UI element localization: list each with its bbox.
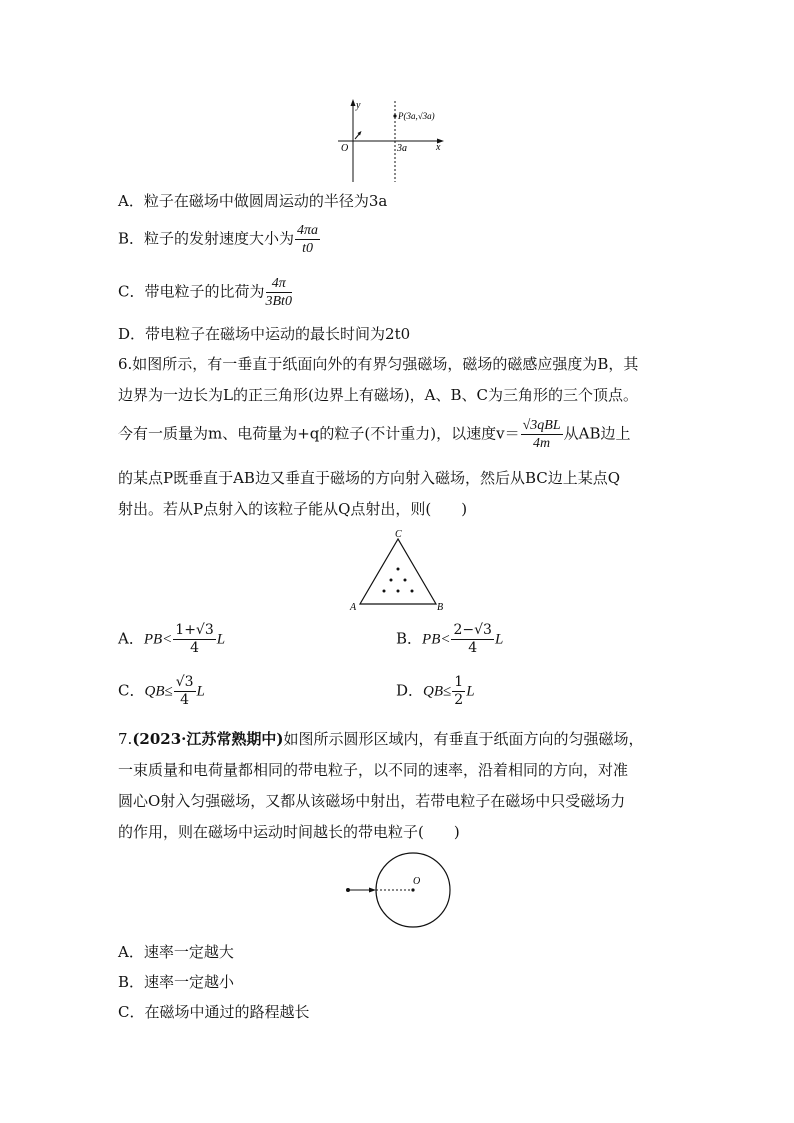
fraction-numerator: 2−√3	[453, 622, 492, 638]
fraction-numerator: 4πa	[297, 223, 319, 238]
q7-option-a	[118, 941, 234, 963]
field-dot	[390, 579, 393, 582]
q5-option-c	[118, 275, 293, 315]
fraction	[266, 275, 292, 310]
fraction-numerator: 1+√3	[175, 622, 214, 638]
q7-stem-line-1	[118, 728, 644, 750]
option-label: D．	[118, 325, 146, 343]
q6-option-b	[396, 622, 503, 666]
fraction-numerator: √3	[175, 674, 194, 690]
option-label: A．	[118, 629, 144, 648]
option-label: D．	[396, 681, 424, 700]
label-x: x	[436, 142, 441, 153]
fraction-denominator: 4m	[533, 436, 551, 451]
q7-option-c	[118, 1001, 310, 1023]
option-text: 带电粒子在磁场中运动的最长时间为2t0	[145, 325, 411, 343]
option-text: PB<	[143, 631, 173, 648]
fraction	[173, 622, 215, 657]
q6-option-c	[118, 674, 205, 718]
q7-stem-line-4: 的作用，则在磁场中运动时间越长的带电粒子( )	[118, 823, 460, 841]
label-o: O	[341, 143, 349, 154]
q6-stem-line-1: 6.如图所示，有一垂直于纸面向外的有界匀强磁场，磁场的磁感应强度为B，其	[118, 355, 639, 373]
fraction-denominator: 2	[454, 692, 464, 708]
field-dot	[411, 590, 414, 593]
option-label: C．	[118, 282, 145, 301]
option-text: L	[466, 683, 475, 700]
option-text: 粒子的发射速度大小为	[144, 229, 295, 248]
fraction-numerator: 1	[454, 674, 464, 690]
option-text: 速率一定越小	[144, 973, 235, 991]
fraction-denominator: 4	[190, 640, 199, 656]
point-p	[393, 114, 396, 117]
q5-option-a	[118, 190, 387, 212]
label-b: B	[437, 602, 444, 613]
q7-option-b	[118, 971, 234, 993]
q6-stem-line-4: 的某点P既垂直于AB边又垂直于磁场的方向射入磁场，然后从BC边上某点Q	[118, 469, 621, 487]
stem-text: 今有一质量为m、电荷量为+q的粒子(不计重力)，以速度v＝	[118, 424, 520, 443]
velocity-fraction	[521, 417, 563, 452]
triangle-boundary	[360, 539, 436, 604]
triangle-figure	[346, 527, 450, 615]
fraction	[451, 622, 493, 657]
q6-option-a	[118, 622, 225, 666]
option-label: A．	[118, 943, 144, 961]
label-o: O	[413, 876, 421, 887]
fraction-denominator: 4	[180, 692, 190, 708]
option-text: QB≤	[423, 683, 452, 700]
coordinate-figure	[334, 96, 454, 186]
label-p: P(3a,√3a)	[398, 111, 435, 121]
q5-option-d	[118, 323, 410, 345]
fraction-numerator: 4π	[266, 275, 292, 293]
fraction	[174, 674, 196, 709]
incident-arrowhead	[369, 888, 376, 893]
option-text: 在磁场中通过的路程越长	[144, 1003, 310, 1021]
circle-figure	[340, 852, 460, 932]
fraction-denominator: 4	[468, 640, 478, 656]
label-y: y	[356, 100, 361, 111]
stem-text: 如图所示圆形区域内，有垂直于纸面方向的匀强磁场，	[283, 730, 644, 748]
field-dot	[404, 579, 407, 582]
q6-stem-line-3	[118, 417, 630, 461]
option-label: B．	[396, 629, 423, 648]
option-text: L	[216, 631, 226, 648]
label-c: C	[395, 529, 402, 540]
center-dot	[411, 888, 414, 891]
option-text: PB<	[422, 631, 451, 648]
q6-stem-line-2: 边界为一边长为L的正三角形(边界上有磁场)，A、B、C为三角形的三个顶点。	[118, 386, 639, 404]
fraction	[452, 674, 465, 709]
q7-stem-line-3: 圆心O射入匀强磁场，又都从该磁场中射出，若带电粒子在磁场中只受磁场力	[118, 792, 626, 810]
option-text: 带电粒子的比荷为	[144, 282, 265, 301]
field-dot	[383, 590, 386, 593]
stem-text: 从AB边上	[563, 424, 631, 443]
option-label: B．	[118, 973, 145, 991]
label-3a: 3a	[397, 143, 407, 154]
option-text: L	[494, 631, 504, 648]
option-label: C．	[118, 1003, 145, 1021]
option-text: QB≤	[144, 683, 173, 700]
field-dot	[397, 590, 400, 593]
y-axis-arrow	[351, 99, 356, 106]
label-a: A	[350, 602, 357, 613]
question-source: (2023·江苏常熟期中)	[132, 730, 284, 748]
option-label: A．	[118, 192, 144, 210]
option-text: L	[196, 683, 205, 700]
q6-option-d	[396, 674, 475, 718]
fraction-denominator: 3Bt0	[265, 294, 292, 309]
question-number: 7.	[118, 730, 133, 748]
fraction-denominator: t0	[302, 241, 313, 256]
q6-stem-line-5: 射出。若从P点射入的该粒子能从Q点射出，则( )	[118, 500, 468, 518]
fraction	[295, 222, 320, 257]
option-label: C．	[118, 681, 145, 700]
q5-option-b	[118, 222, 321, 262]
option-text: 速率一定越大	[143, 943, 234, 961]
q7-stem-line-2: 一束质量和电荷量都相同的带电粒子，以不同的速率，沿着相同的方向，对准	[118, 761, 629, 779]
option-label: B．	[118, 229, 145, 248]
option-text: 粒子在磁场中做圆周运动的半径为3a	[143, 192, 388, 210]
fraction-numerator: √3qBL	[522, 418, 561, 433]
field-dot	[397, 568, 400, 571]
